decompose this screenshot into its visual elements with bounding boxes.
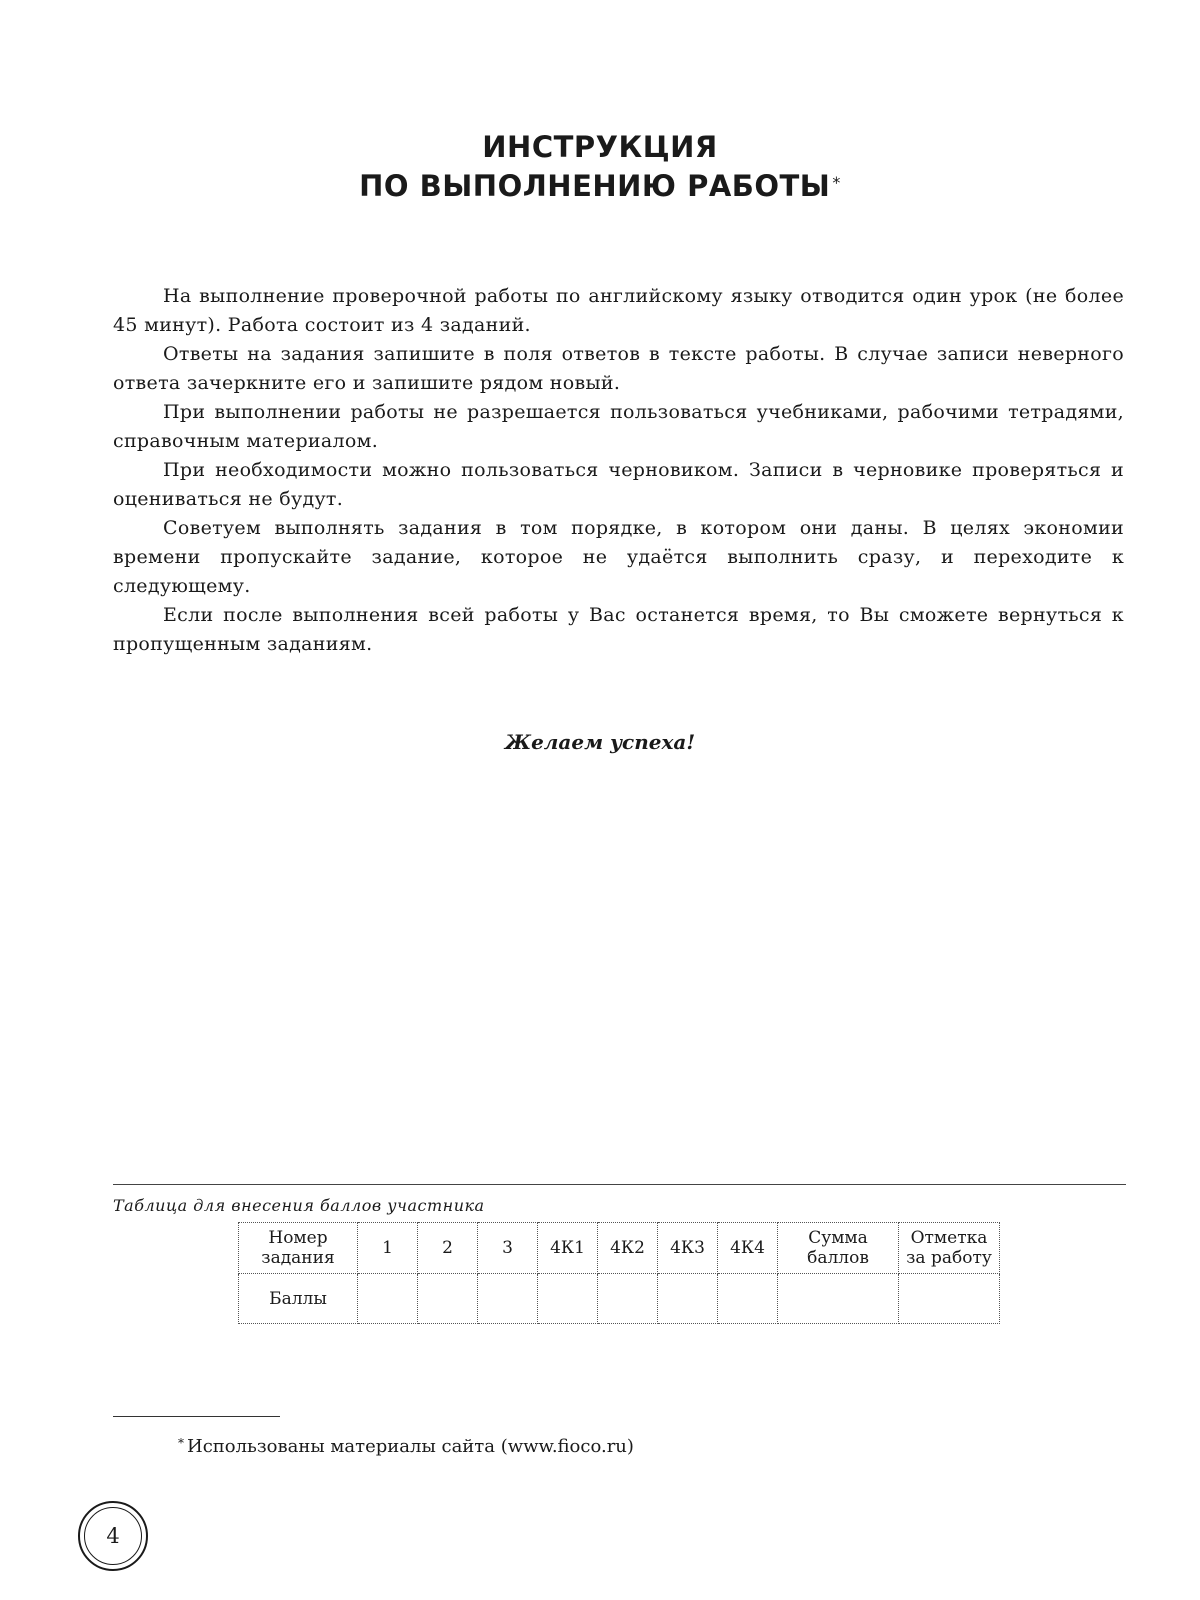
- header-cell-task: 2: [418, 1223, 478, 1274]
- table-header-row: [239, 1223, 1000, 1274]
- score-grade-cell: [899, 1274, 1000, 1324]
- paragraph: Ответы на задания запишите в поля ответов в тексте работы. В случае записи неверного ответа зачеркните его и запишите рядом новый.: [113, 343, 1124, 394]
- header-label-line1: Номер: [268, 1228, 328, 1248]
- instruction-text: [113, 282, 1124, 659]
- score-entry-cell: [718, 1274, 778, 1324]
- score-entry-cell: [538, 1274, 598, 1324]
- score-entry-cell: [478, 1274, 538, 1324]
- score-entry-cell: [358, 1274, 418, 1324]
- section-divider: [113, 1184, 1126, 1185]
- header-cell-sum: [778, 1223, 899, 1274]
- header-cell-grade: [899, 1223, 1000, 1274]
- table-scores-row: [239, 1274, 1000, 1324]
- header-cell-task: 4К3: [658, 1223, 718, 1274]
- title-line-1: ИНСТРУКЦИЯ: [482, 130, 718, 164]
- page-number: 4: [84, 1507, 142, 1565]
- header-sum-line1: Сумма: [808, 1228, 868, 1248]
- page-number-badge: [78, 1501, 148, 1571]
- header-cell-task: 4К2: [598, 1223, 658, 1274]
- page-title: [0, 128, 1200, 206]
- row-label-scores: Баллы: [239, 1274, 358, 1324]
- paragraph: Советуем выполнять задания в том порядке, в котором они даны. В целях экономии времени пропускайте задание, которое не удаётся выполнить сразу, и переходите к следующему.: [113, 517, 1124, 597]
- footnote-mark: *: [178, 1436, 184, 1450]
- header-cell-task: 3: [478, 1223, 538, 1274]
- title-footnote-mark: *: [832, 173, 841, 192]
- footnote-text: Использованы материалы сайта (www.fioco.ru): [187, 1436, 634, 1457]
- paragraph: При необходимости можно пользоваться черновиком. Записи в черновике проверяться и оцениваться не будут.: [113, 459, 1124, 510]
- header-cell-task: 1: [358, 1223, 418, 1274]
- header-cell-task-label: [239, 1223, 358, 1274]
- header-label-line2: задания: [261, 1248, 335, 1268]
- header-grade-line1: Отметка: [910, 1228, 988, 1248]
- header-cell-task: 4К4: [718, 1223, 778, 1274]
- footnote-divider: [113, 1416, 280, 1417]
- score-entry-cell: [658, 1274, 718, 1324]
- paragraph: На выполнение проверочной работы по английскому языку отводится один урок (не более 45 минут). Работа состоит из 4 заданий.: [113, 285, 1124, 336]
- score-entry-cell: [598, 1274, 658, 1324]
- paragraph: Если после выполнения всей работы у Вас останется время, то Вы сможете вернуться к пропущенным заданиям.: [113, 604, 1124, 655]
- header-grade-line2: за работу: [906, 1248, 992, 1268]
- score-sum-cell: [778, 1274, 899, 1324]
- score-entry-cell: [418, 1274, 478, 1324]
- title-line-2: [0, 167, 1200, 206]
- footnote: [178, 1436, 634, 1457]
- header-cell-task: 4К1: [538, 1223, 598, 1274]
- title-line-2-text: ПО ВЫПОЛНЕНИЮ РАБОТЫ: [359, 169, 831, 203]
- table-caption: Таблица для внесения баллов участника: [113, 1196, 485, 1215]
- header-sum-line2: баллов: [807, 1248, 869, 1268]
- score-table: [238, 1222, 1000, 1324]
- paragraph: При выполнении работы не разрешается пользоваться учебниками, рабочими тетрадями, справочным материалом.: [113, 401, 1124, 452]
- closing-wish: Желаем успеха!: [504, 730, 696, 754]
